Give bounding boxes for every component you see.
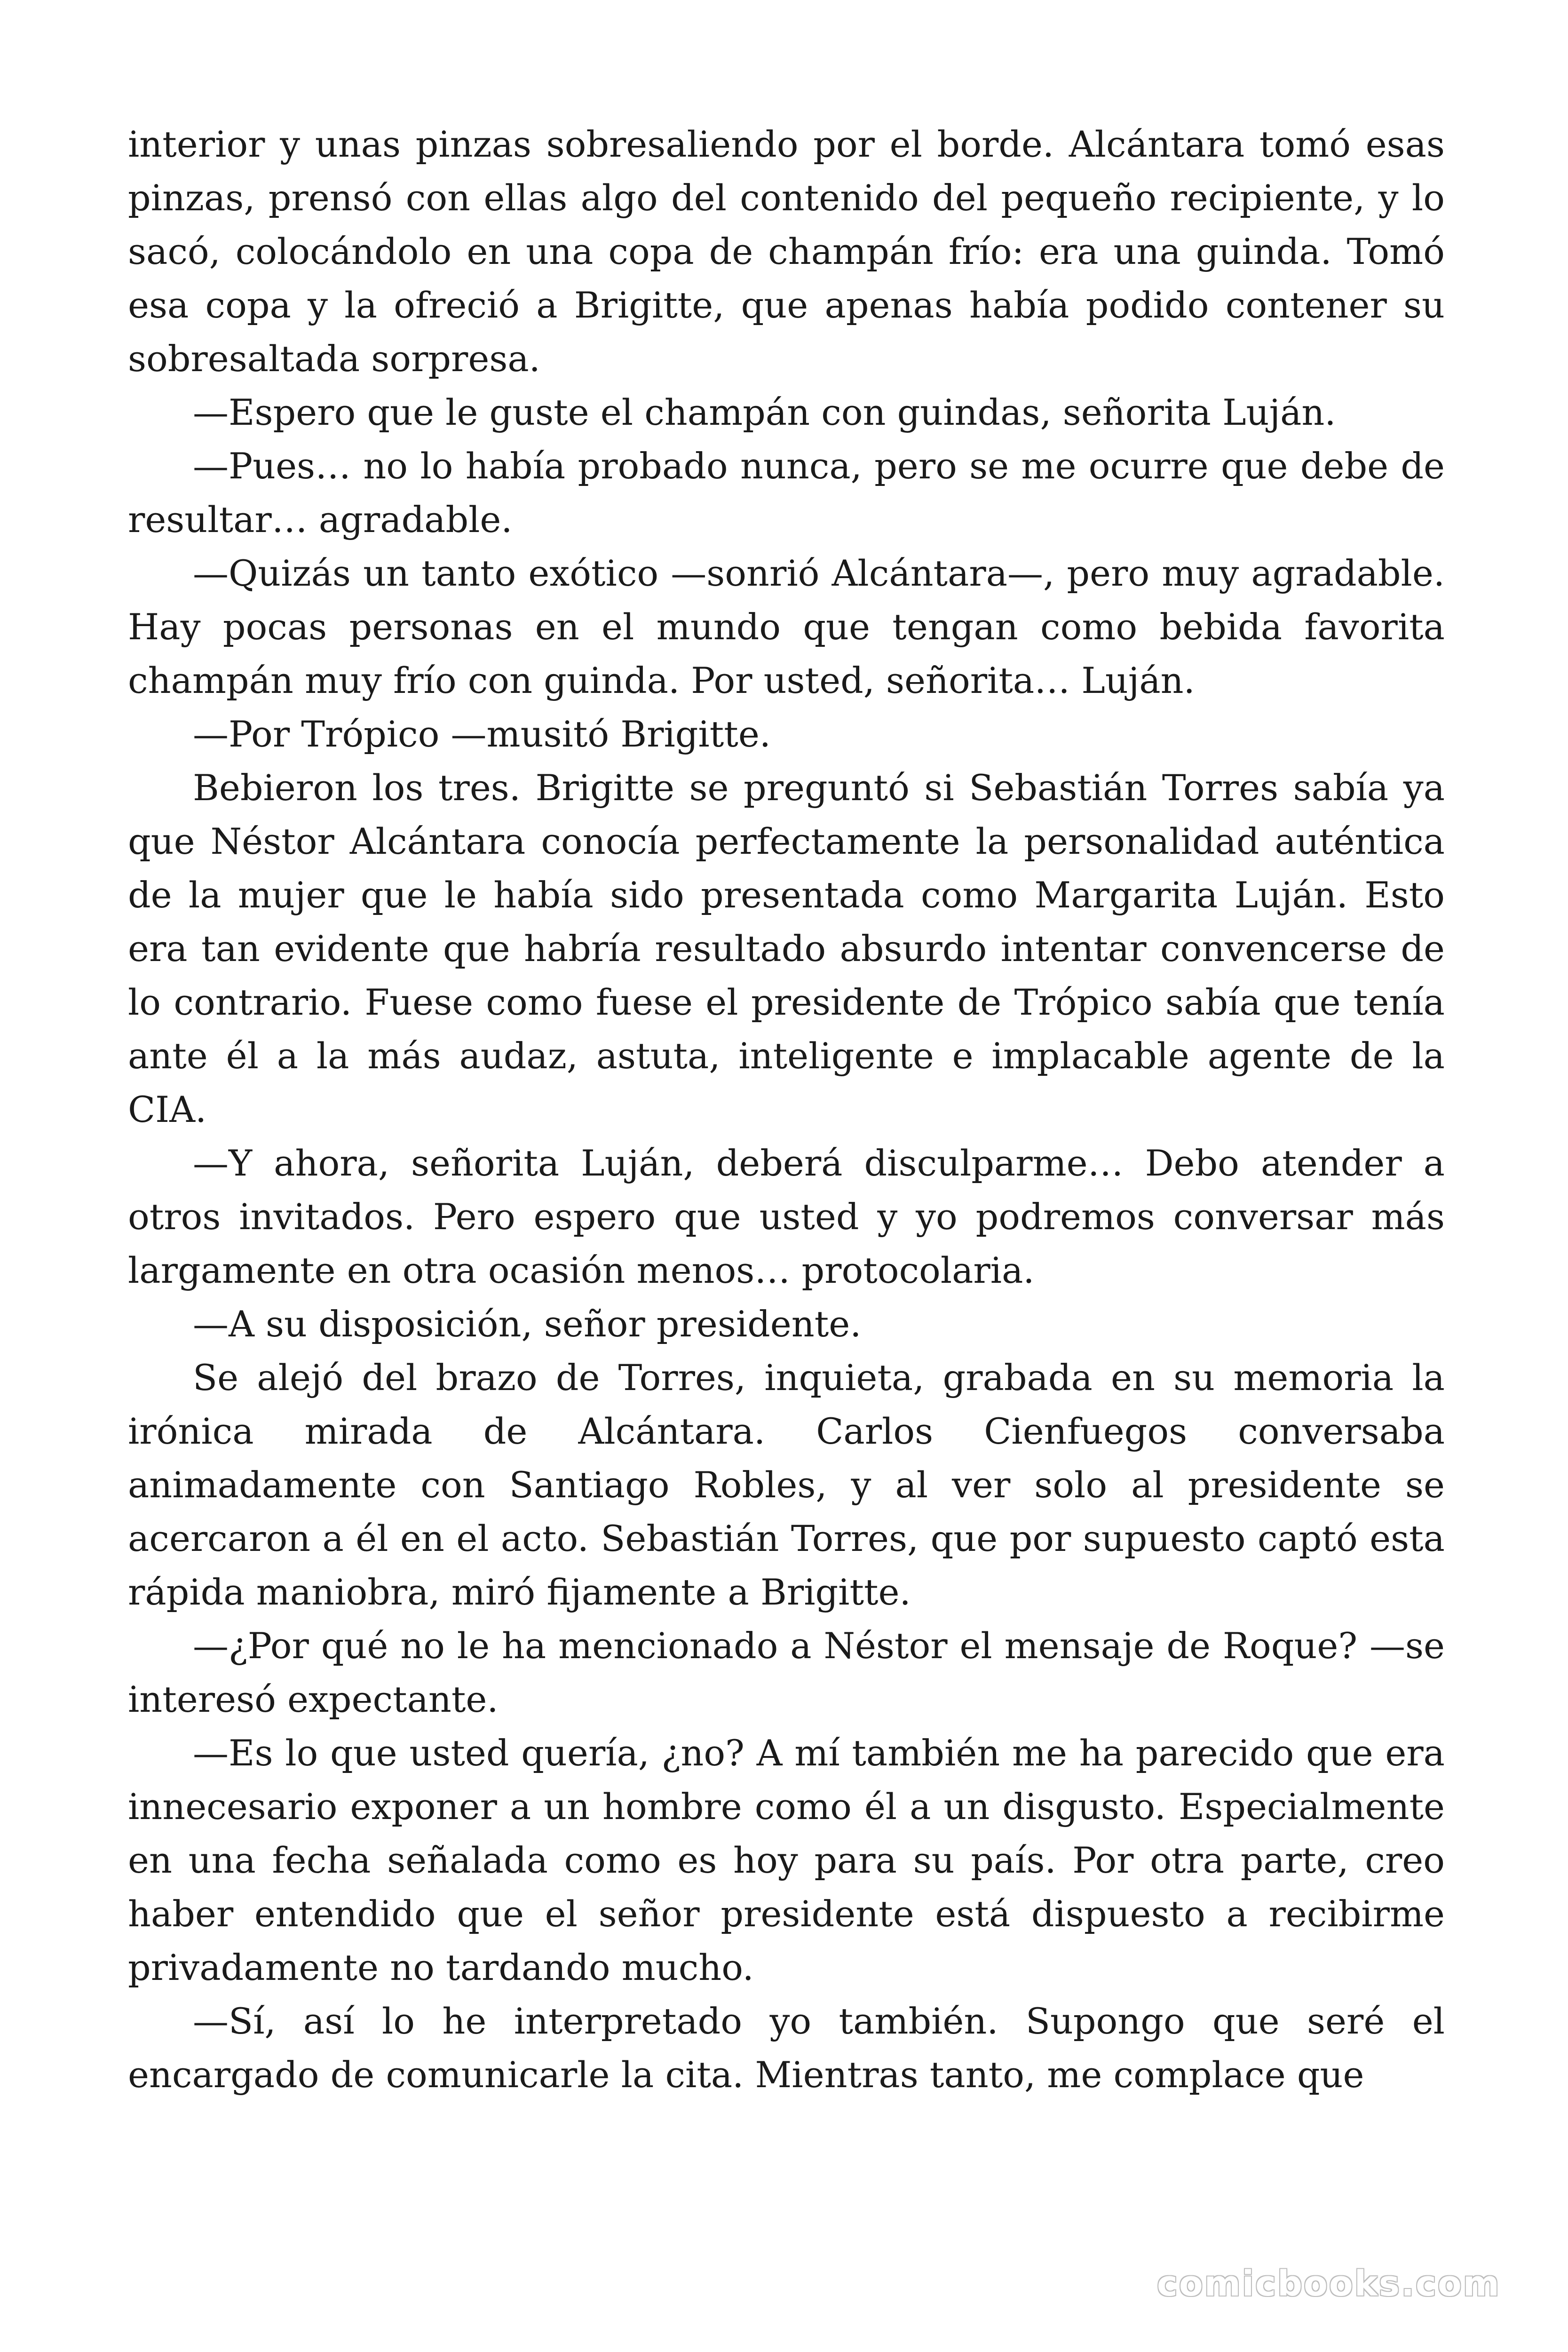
paragraph: Bebieron los tres. Brigitte se preguntó si Sebastián Torres sabía ya que Néstor Alcántara conocía perfectamente la personalidad auténtica de la mujer que le había sido presentada como Margarita Luján. Esto era tan evidente que habría resultado absurdo intentar convencerse de lo contrario. Fuese como fuese el presidente de Trópico sabía que tenía ante él a la más audaz, astuta, inteligente e implacable agente de la CIA.	[128, 767, 1445, 1130]
watermark: comicbooks.com	[1157, 2264, 1501, 2304]
paragraph: —Pues… no lo había probado nunca, pero se me ocurre que debe de resultar… agradable.	[128, 445, 1445, 540]
paragraph: —A su disposición, señor presidente.	[193, 1303, 862, 1345]
paragraph: —Es lo que usted quería, ¿no? A mí también me ha parecido que era innecesario exponer a un hombre como él a un disgusto. Especialmente en una fecha señalada como es hoy para su país. Por otra parte, creo haber entendido que el señor presidente está dispuesto a recibirme privadamente no tardando mucho.	[128, 1732, 1445, 1988]
paragraph: —Sí, así lo he interpretado yo también. Supongo que seré el encargado de comunicarle la cita. Mientras tanto, me complace que	[128, 2000, 1445, 2096]
paragraph: —Y ahora, señorita Luján, deberá disculparme… Debo atender a otros invitados. Pero espero que usted y yo podremos conversar más largamente en otra ocasión menos… protocolaria.	[128, 1142, 1445, 1291]
paragraph: —Espero que le guste el champán con guindas, señorita Luján.	[193, 391, 1336, 433]
paragraph: interior y unas pinzas sobresaliendo por el borde. Alcántara tomó esas pinzas, prensó con ellas algo del contenido del pequeño recipiente, y lo sacó, colocándolo en una copa de champán frío: era una guinda. Tomó esa copa y la ofreció a Brigitte, que apenas había podido contener su sobresaltada sorpresa.	[128, 123, 1445, 380]
paragraph: —Por Trópico —musitó Brigitte.	[193, 713, 771, 755]
paragraph: —Quizás un tanto exótico —sonrió Alcántara—, pero muy agradable. Hay pocas personas en el mundo que tengan como bebida favorita champán muy frío con guinda. Por usted, señorita… Luján.	[128, 552, 1445, 701]
paragraph: —¿Por qué no le ha mencionado a Néstor el mensaje de Roque? —se interesó expectante.	[128, 1625, 1445, 1720]
book-page	[128, 118, 1445, 2244]
paragraph: Se alejó del brazo de Torres, inquieta, grabada en su memoria la irónica mirada de Alcántara. Carlos Cienfuegos conversaba animadamente con Santiago Robles, y al ver solo al presidente se acercaron a él en el acto. Sebastián Torres, que por supuesto captó esta rápida maniobra, miró fijamente a Brigitte.	[128, 1357, 1445, 1613]
